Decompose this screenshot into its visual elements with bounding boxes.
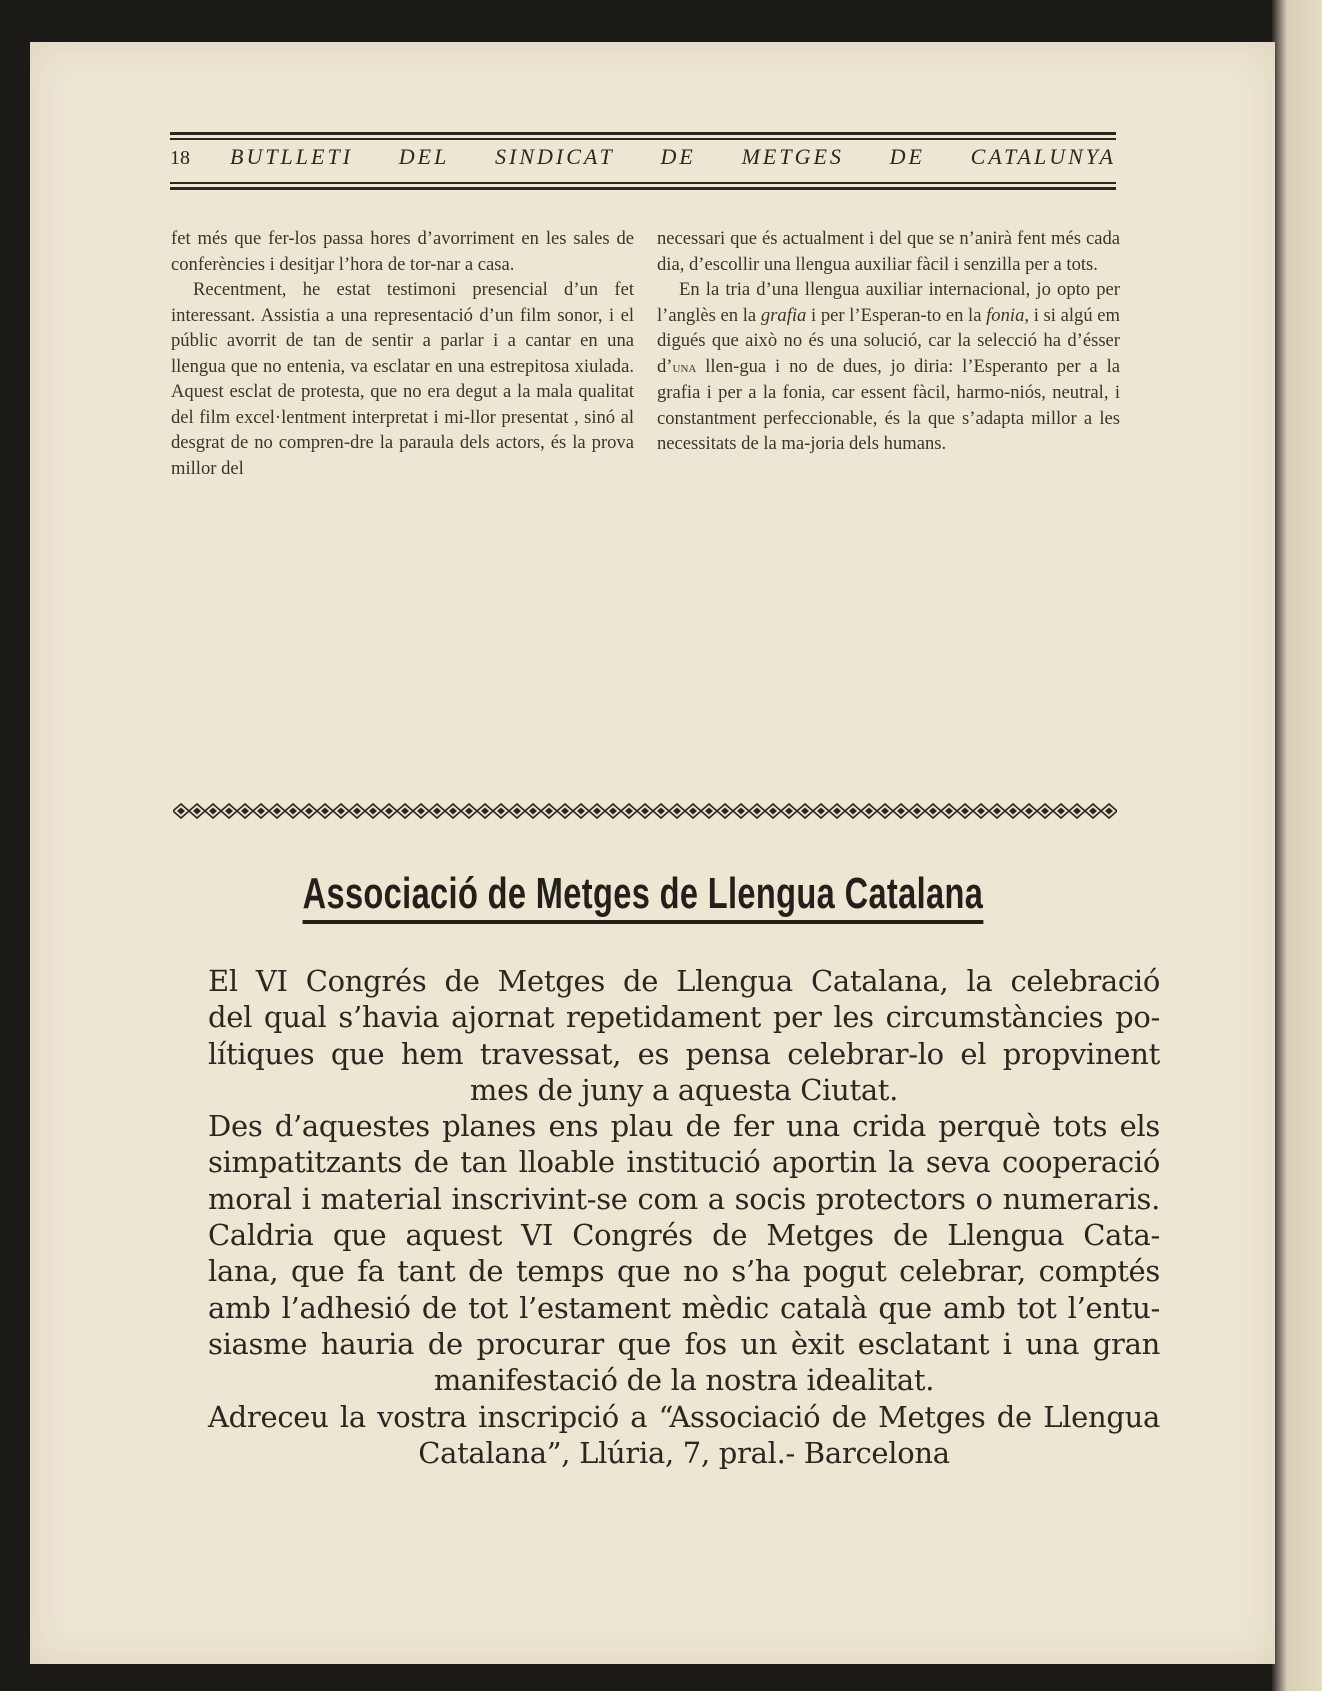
article-left-column <box>171 226 634 481</box>
text-run: i si algú em digués que això no és una solució, car la selecció ha d’ésser d’ <box>657 304 1121 377</box>
notice-line: lítiques que hem travessat, es pensa celebrar-lo el propvinent <box>208 1036 1160 1071</box>
decorative-border <box>173 802 1117 820</box>
notice-line: Caldria que aquest VI Congrés de Metges de Llengua Cata- <box>208 1218 1160 1253</box>
notice-line: Des d’aquestes planes ens plau de fer una crida perquè tots els <box>208 1109 1160 1144</box>
text-run: llen-gua i no de dues, jo diria: l’Esperanto per a la grafia i per a la fonia, car essent fàcil, harmo-niós, neutral, i constantment perfeccionable, és la que s’adapta millor a les necessitats de la ma-joria dels humans. <box>657 355 1120 454</box>
notice-line: siasme hauria de procurar que fos un èxit esclatant i una gran <box>208 1326 1160 1361</box>
notice-line: mes de juny a aquesta Ciutat. <box>469 1072 899 1107</box>
association-title-text: Associació de Metges de Llengua Catalana <box>303 868 984 924</box>
header-top-rule-thin <box>170 138 1116 140</box>
italic-term: fonia, <box>986 304 1030 326</box>
article-right-column <box>657 226 1120 457</box>
notice-line: amb l’adhesió de tot l’estament mèdic català que amb tot l’entu- <box>208 1290 1160 1325</box>
journal-word: DE <box>889 144 925 169</box>
association-notice <box>208 963 1160 1471</box>
italic-term: grafia <box>760 304 807 326</box>
header-bottom-rule-thin <box>170 182 1116 184</box>
association-title <box>170 868 1116 924</box>
journal-title <box>230 144 1116 170</box>
notice-line: El VI Congrés de Metges de Llengua Catalana, la celebració <box>208 964 1160 998</box>
notice-line: simpatitzants de tan lloable institució aportin la seva cooperació <box>208 1145 1160 1180</box>
notice-line: manifestació de la nostra idealitat. <box>433 1363 935 1398</box>
text-run: i per l’Esperan-to en la <box>806 304 987 326</box>
paragraph <box>657 277 1120 457</box>
notice-line: moral i material inscrivint-se com a socis protectors o numeraris. <box>208 1181 1160 1216</box>
notice-line: del qual s’havia ajornat repetidament per les circumstàncies po- <box>208 1000 1160 1035</box>
paragraph: fet més que fer-los passa hores d’avorriment en les sales de conferències i desitjar l’hora de tor-nar a casa. <box>171 228 634 275</box>
paragraph: necessari que és actualment i del que se n’anirà fent més cada dia, d’escollir una llengua auxiliar fàcil i senzilla per a tots. <box>657 228 1120 275</box>
page-number: 18 <box>170 147 190 169</box>
header-bottom-rule <box>170 187 1116 190</box>
journal-word: BUTLLETI <box>230 144 354 169</box>
journal-word: METGES <box>741 144 844 169</box>
running-header <box>170 96 1116 198</box>
notice-line: Adreceu la vostra inscripció a “Associació de Metges de Llengua <box>208 1399 1160 1434</box>
journal-word: CATALUNYA <box>970 144 1116 169</box>
text-run: En la tria d’una llengua auxiliar internacional, jo opto per l’anglès en la <box>657 279 1120 326</box>
header-row <box>170 144 1116 174</box>
header-top-rule <box>170 132 1116 135</box>
paragraph: Recentment, he estat testimoni presencial d’un fet interessant. Assistia a una representació d’un film sonor, i el públic avorrit de tan de sentir a parlar i a cantar en una llengua que no entenia, va esclatar en una estrepitosa xiulada. Aquest esclat de protesta, que no era degut a la mala qualitat del film excel·lentment interpretat i mi-llor presentat , sinó al desgrat de no compren-dre la paraula dels actors, és la prova millor del <box>171 279 634 479</box>
scan-edge <box>1272 0 1322 1691</box>
journal-word: DE <box>660 144 696 169</box>
journal-word: SINDICAT <box>495 144 615 169</box>
notice-line: lana, que fa tant de temps que no s’ha pogut celebrar, comptés <box>208 1254 1160 1289</box>
journal-word: DEL <box>398 144 450 169</box>
notice-line: Catalana”, Llúria, 7, pral.- Barcelona <box>418 1435 950 1470</box>
small-caps-term: una <box>672 358 697 376</box>
